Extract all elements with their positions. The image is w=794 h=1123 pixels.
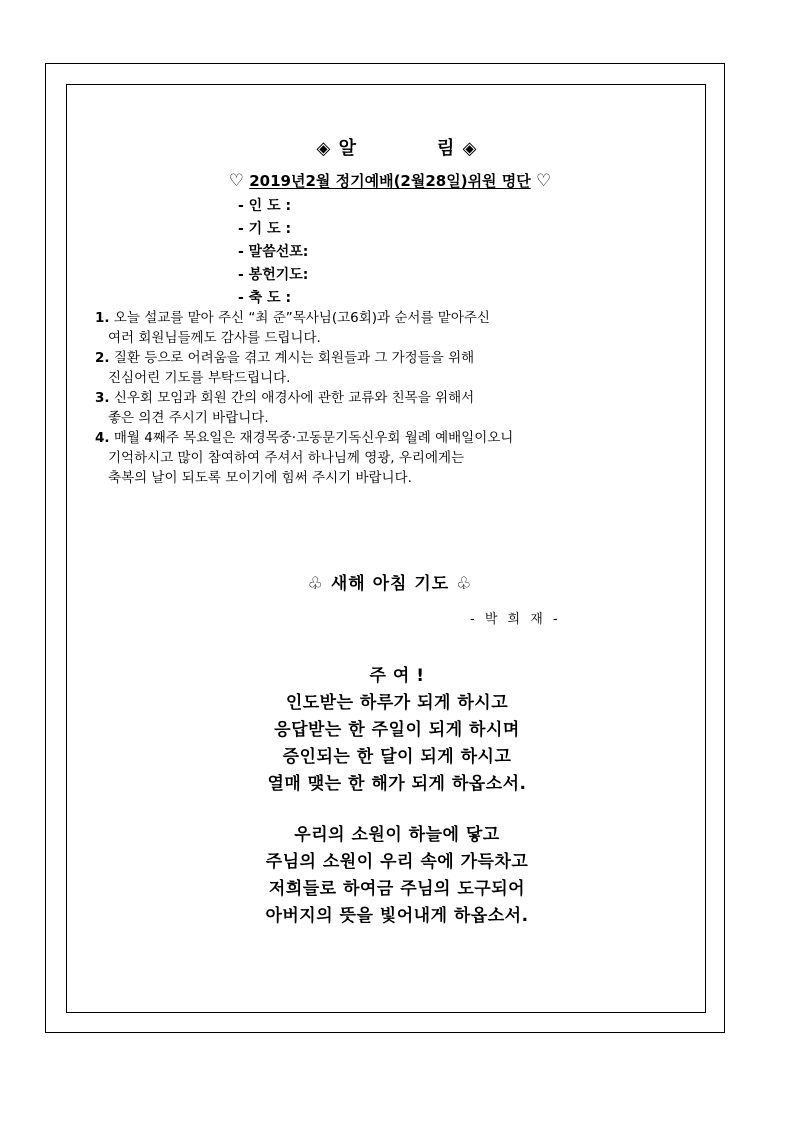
prayer-title: ♧ 새해 아침 기도 ♧ [307, 574, 473, 594]
notice-item: 3. 신우회 모임과 회원 간의 애경사에 관한 교류와 친목을 위해서 [95, 390, 475, 406]
poem-line: 주 여 ! [369, 666, 425, 686]
poem-line: 인도받는 하루가 되게 하시고 [285, 693, 509, 713]
poem-line: 저희들로 하여금 주님의 도구되어 [268, 879, 526, 899]
role-prayer: - 기 도 : [238, 221, 292, 237]
role-offering-prayer: - 봉헌기도: [238, 267, 309, 283]
role-leader: - 인 도 : [238, 198, 292, 214]
poem-line: 응답받는 한 주일이 되게 하시며 [274, 720, 520, 740]
poem-stanza-2 [0, 822, 794, 930]
notice-list: 1. 오늘 설교를 맡아 주신 “최 준”목사님(고6회)과 순서를 맡아주신 여러 회원님들께도 감사를 드립니다. 2. 질환 등으로 어려움을 겪고 계시는 회원들과 그 가정들을 위해 진심어린 기도를 부탁드립니다. 3. 신우회 모임과 회원 간의 애경사에 관한 교류와 친목을 위해서 좋은 의견 주시기 바랍니다. 4. 매월 4째주 목요일은 재경목중·고동문기독신우회 월례 예배일이오니 기억하시고 많이 참여하여 주셔서 하나님께 영광, 우리에게는 축복의 날이 되도록 모이기에 힘써 주시기 바랍니다. [95, 310, 514, 486]
notice-item: 1. 오늘 설교를 맡아 주신 “최 준”목사님(고6회)과 순서를 맡아주신 [95, 310, 490, 326]
role-sermon: - 말씀선포: [238, 244, 309, 260]
poem-line: 우리의 소원이 하늘에 닿고 [294, 825, 500, 845]
poem-line: 주님의 소원이 우리 속에 가득차고 [265, 852, 529, 872]
poem-stanza-1 [0, 663, 794, 798]
club-icon: ♧ [307, 574, 324, 594]
subtitle-text: 2019년2월 정기예배(2월28일)위원 명단 [249, 172, 531, 190]
poem-line: 아버지의 뜻을 빛어내게 하옵소서. [265, 906, 529, 926]
heart-icon: ♡ [536, 171, 552, 191]
poem-line: 증인되는 한 달이 되게 하시고 [282, 747, 512, 767]
notice-title: ◈ 알 림 ◈ [316, 138, 478, 159]
notice-item: 4. 매월 4째주 목요일은 재경목중·고동문기독신우회 월례 예배일이오니 [95, 430, 514, 446]
role-list [238, 195, 308, 310]
diamond-icon: ◈ [462, 138, 478, 159]
club-icon: ♧ [456, 574, 473, 594]
notice-subtitle [0, 170, 780, 191]
heart-icon: ♡ [228, 171, 244, 191]
diamond-icon: ◈ [316, 138, 332, 159]
role-benediction: - 축 도 : [238, 290, 292, 306]
notice-item: 2. 질환 등으로 어려움을 겪고 계시는 회원들과 그 가정들을 위해 [95, 350, 475, 366]
prayer-author: - 박 희 재 - [470, 612, 561, 627]
poem-line: 열매 맺는 한 해가 되게 하옵소서. [267, 774, 527, 794]
